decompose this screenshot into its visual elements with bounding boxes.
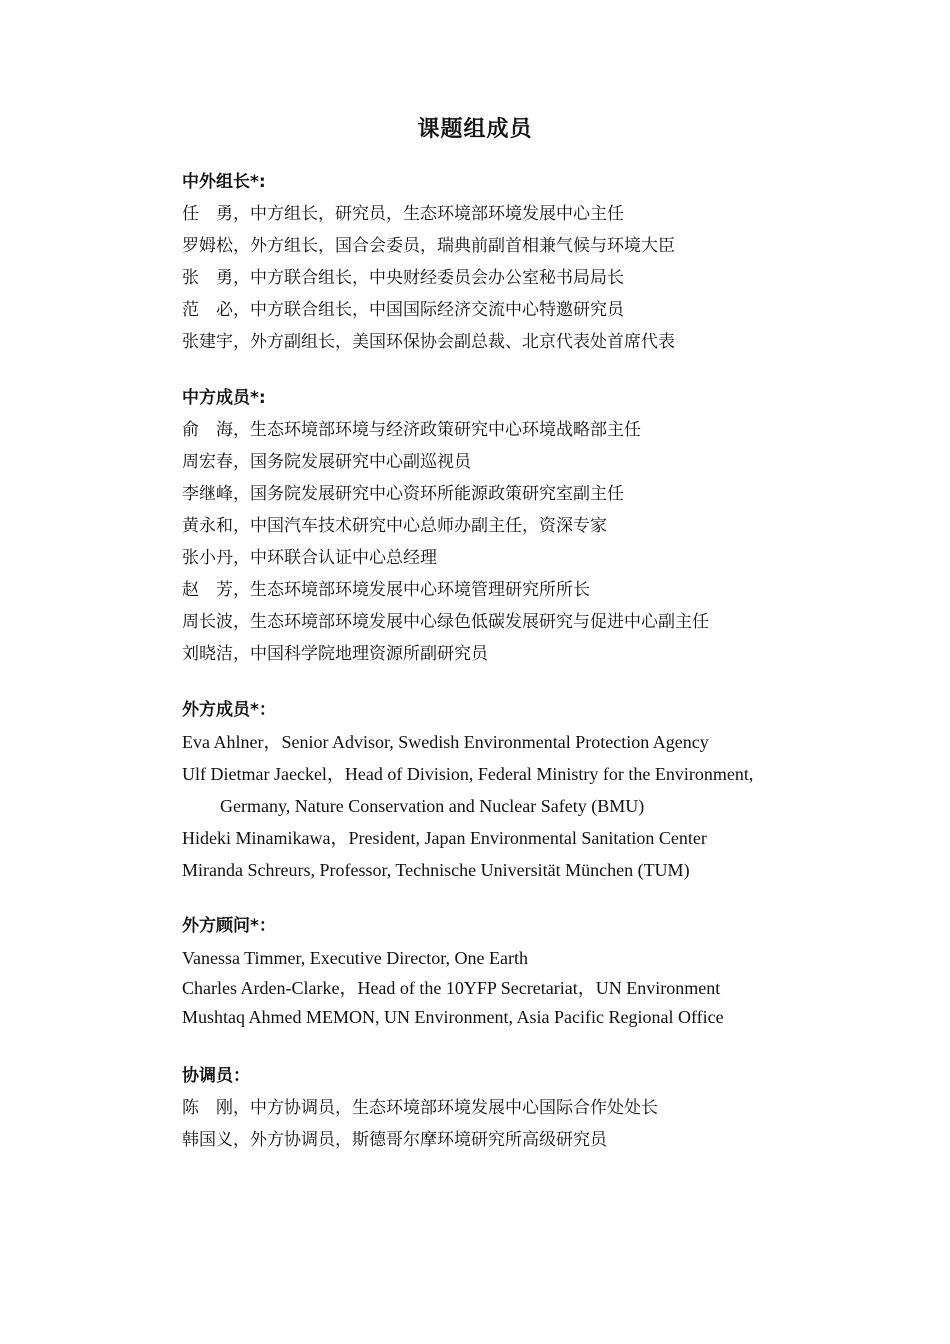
member-line: 张 勇，中方联合组长，中央财经委员会办公室秘书局局长 [182,268,624,288]
section-heading: 外方顾问*： [182,916,276,936]
member-line: Miranda Schreurs, Professor, Technische Universität München (TUM) [182,860,690,880]
section-coordinators [182,1060,822,1156]
member-line-continuation: Germany, Nature Conservation and Nuclear Safety (BMU) [220,796,645,816]
member-line: 周宏春，国务院发展研究中心副巡视员 [182,452,471,472]
member-line: 韩国义，外方协调员，斯德哥尔摩环境研究所高级研究员 [182,1130,607,1150]
member-line: 赵 芳，生态环境部环境发展中心环境管理研究所所长 [182,580,590,600]
member-line: 罗姆松，外方组长，国合会委员，瑞典前副首相兼气候与环境大臣 [182,236,675,256]
member-line: Hideki Minamikawa，President, Japan Environmental Sanitation Center [182,828,707,848]
member-line: Vanessa Timmer, Executive Director, One Earth [182,948,528,968]
member-line: 张小丹，中环联合认证中心总经理 [182,548,437,568]
section-international-members [182,694,822,886]
section-heading: 外方成员*： [182,700,276,720]
member-line: 李继峰，国务院发展研究中心资环所能源政策研究室副主任 [182,484,624,504]
member-line: 黄永和，中国汽车技术研究中心总师办副主任，资深专家 [182,516,607,536]
section-heading: 协调员： [182,1066,250,1086]
member-line: 任 勇，中方组长，研究员，生态环境部环境发展中心主任 [182,204,624,224]
page-title: 课题组成员 [417,117,533,142]
section-international-advisors [182,910,822,1032]
member-line: 陈 刚，中方协调员，生态环境部环境发展中心国际合作处处长 [182,1098,658,1118]
member-line: Charles Arden-Clarke，Head of the 10YFP Secretariat，UN Environment [182,978,721,998]
section-heading: 中方成员*: [182,388,266,408]
section-co-chairs [182,166,822,358]
member-line: 范 必，中方联合组长，中国国际经济交流中心特邀研究员 [182,300,624,320]
member-line: Ulf Dietmar Jaeckel，Head of Division, Federal Ministry for the Environment, [182,764,754,784]
member-line: 周长波，生态环境部环境发展中心绿色低碳发展研究与促进中心副主任 [182,612,709,632]
section-chinese-members [182,382,822,670]
member-line: 俞 海，生态环境部环境与经济政策研究中心环境战略部主任 [182,420,641,440]
member-line: Mushtaq Ahmed MEMON, UN Environment, Asia Pacific Regional Office [182,1007,724,1027]
section-heading: 中外组长*: [182,172,266,192]
member-line: Eva Ahlner，Senior Advisor, Swedish Environmental Protection Agency [182,732,709,752]
member-line: 刘晓洁，中国科学院地理资源所副研究员 [182,644,488,664]
member-line: 张建宇，外方副组长，美国环保协会副总裁、北京代表处首席代表 [182,332,675,352]
